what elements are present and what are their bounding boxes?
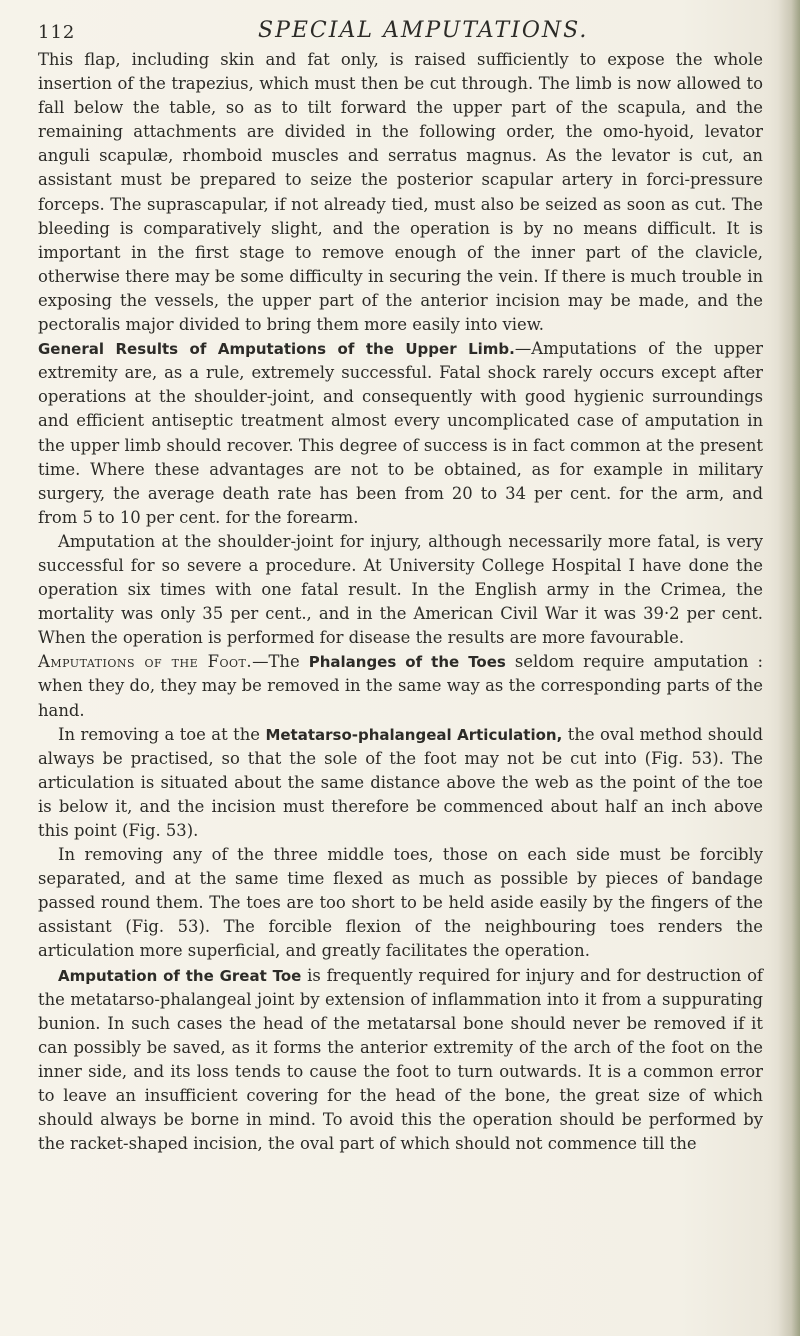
page-number: 112 bbox=[38, 22, 76, 43]
page-header bbox=[38, 18, 758, 48]
paragraph bbox=[38, 650, 763, 722]
section-heading: General Results of Amputations of the Upper Limb. bbox=[38, 340, 515, 359]
paragraph-text: seldom require amputation : when they do, they may be removed in the same way as the corresponding parts of the hand. bbox=[38, 652, 763, 720]
paragraph-text: Amputation at the shoulder-joint for injury, although necessarily more fatal, is very successful for so severe a procedure. At University College Hospital I have done the operation six times with one fatal result. In the English army in the Crimea, the mortality was only 35 per cent., and in the American Civil War it was 39·2 per cent. When the operation is performed for disease the results are more favourable. bbox=[38, 531, 763, 648]
subsection-heading: Phalanges of the Toes bbox=[308, 653, 506, 672]
paragraph-text: —The bbox=[252, 652, 309, 672]
paragraph-text: In removing any of the three middle toes, those on each side must be forcibly separated, and at the same time flexed as much as possible by pieces of bandage passed round them. The toes are too short to be held aside easily by the fingers of the assistant (Fig. 53). The forcible flexion of the neighbouring toes renders the articulation more superficial, and greatly facilitates the operation. bbox=[38, 845, 763, 961]
paragraph bbox=[38, 964, 763, 1157]
paragraph-text: This flap, including skin and fat only, is raised sufficiently to expose the whole insertion of the trapezius, which must then be cut through. The limb is now allowed to fall below the table, so as to tilt forward the upper part of the scapula, and the remaining attachments are divided in the following order, the omo-hyoid, levator anguli scapulæ, rhomboid muscles and serratus magnus. As the levator is cut, an assistant must be prepared to seize the posterior scapular artery in forci-pressure forceps. The suprascapular, if not already tied, must also be seized as soon as cut. The bleeding is comparatively slight, and the operation is by no means difficult. It is important in the first stage to remove enough of the inner part of the clavicle, otherwise there may be some difficulty in securing the vein. If there is much trouble in exposing the vessels, the upper part of the anterior incision may be made, and the pectoralis major divided to bring them more easily into view. bbox=[38, 50, 763, 335]
paragraph bbox=[38, 843, 763, 963]
running-title: SPECIAL AMPUTATIONS. bbox=[258, 18, 589, 43]
paragraph-text: —Amputations of the upper extremity are, as a rule, extremely successful. Fatal shock rarely occurs except after operations at the shoulder-joint, and consequently with good hygienic surroundings and efficient antiseptic treatment almost every uncomplicated case of amputation in the upper limb should recover. This degree of success is in fact common at the present time. Where these advantages are not to be obtained, as for example in military surgery, the average death rate has been from 20 to 34 per cent. for the arm, and from 5 to 10 per cent. for the forearm. bbox=[38, 339, 763, 527]
body-text bbox=[38, 48, 763, 1156]
paragraph bbox=[38, 530, 763, 650]
paragraph bbox=[38, 337, 763, 530]
subsection-heading: Metatarso-phalangeal Articulation, bbox=[265, 725, 563, 744]
section-heading-smallcaps: Amputations of the Foot. bbox=[38, 652, 253, 672]
paragraph bbox=[38, 723, 763, 843]
subsection-heading: Amputation of the Great Toe bbox=[58, 966, 302, 985]
paragraph-text: the oval method should always be practised, so that the sole of the foot may not be cut into (Fig. 53). The articulation is situated about the same distance above the web as the point of the toe is below it, and the incision must therefore be commenced about half an inch above this point (Fig. 53). bbox=[38, 724, 763, 840]
paragraph bbox=[38, 48, 763, 337]
paragraph-text: is frequently required for injury and for destruction of the metatarso-phalangeal joint by extension of inflammation into it from a suppurating bunion. In such cases the head of the metatarsal bone should never be removed if it can possibly be saved, as it forms the anterior extremity of the arch of the foot on the inner side, and its loss tends to cause the foot to turn outwards. It is a common error to leave an insufficient covering for the head of the bone, the great size of which should always be borne in mind. To avoid this the operation should be performed by the racket-shaped incision, the oval part of which should not commence till the bbox=[38, 965, 763, 1154]
paragraph-text: In removing a toe at the bbox=[58, 724, 266, 744]
page-edge-shadow bbox=[778, 0, 800, 1336]
